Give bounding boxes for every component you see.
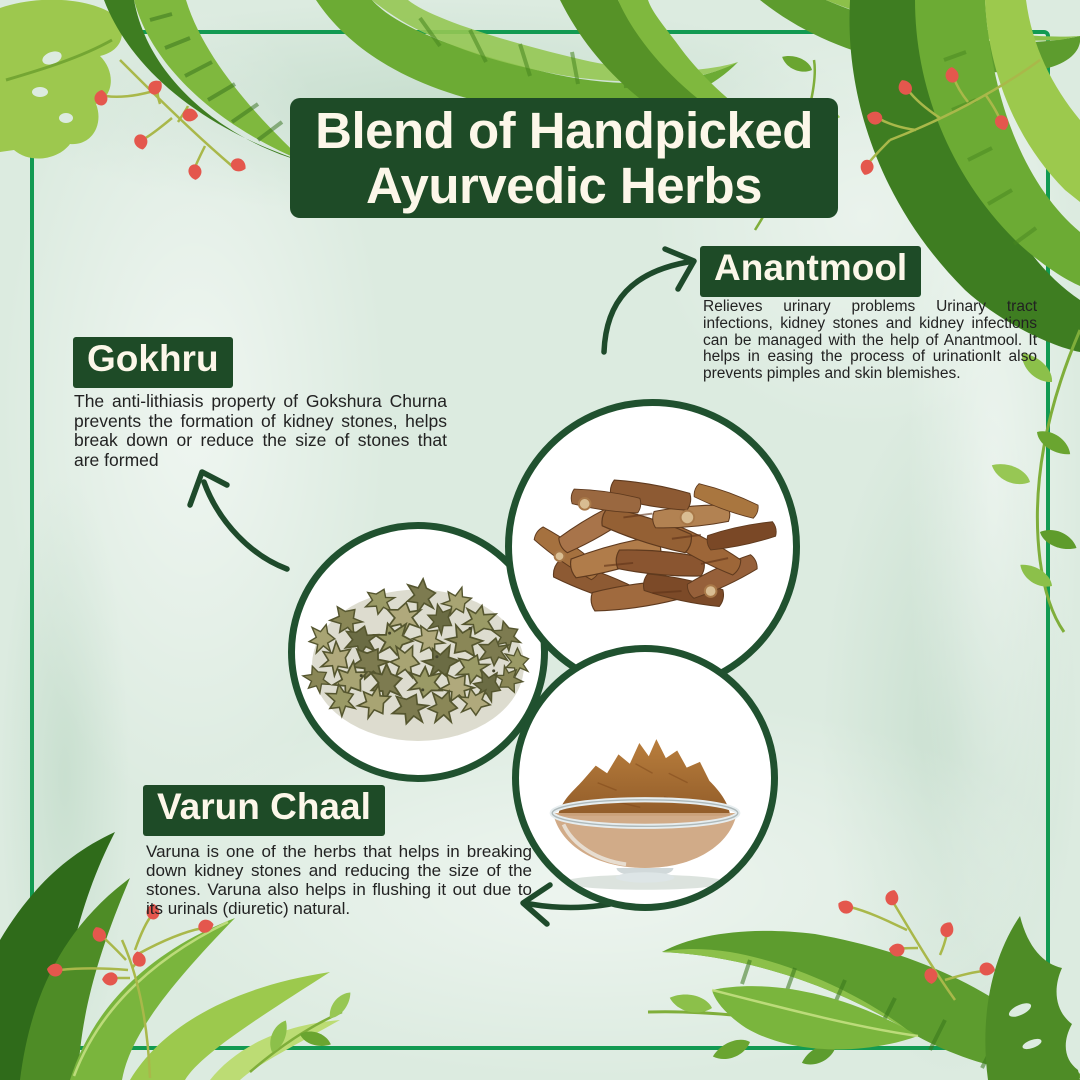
varun-chaal-image-circle	[512, 645, 778, 911]
title-banner	[290, 98, 838, 218]
anantmool-description: Relieves urinary problems Urinary tract infections, kidney stones and kidney infections can be managed with the help of Anantmool. It helps in easing the process of urinationIt also prevents pimples and skin blemishes.	[703, 298, 1037, 383]
gokhru-arrow	[204, 482, 287, 569]
anantmool-heading: Anantmool	[700, 246, 921, 297]
title-line-1: Blend of Handpicked	[315, 101, 813, 159]
gokhru-heading: Gokhru	[73, 337, 233, 388]
bowl-foot	[616, 872, 675, 882]
anantmool-arrow	[604, 262, 688, 352]
gokhru-description: The anti-lithiasis property of Gokshura Churna prevents the formation of kidney stones, helps break down or reduce the size of stones that are formed	[74, 391, 447, 470]
gokhru-dried-seed-pods-photo	[295, 529, 541, 775]
title-line-2: Ayurvedic Herbs	[366, 157, 762, 214]
varun-chaal-heading: Varun Chaal	[143, 785, 385, 836]
varun-chaal-powder-in-glass-bowl-photo	[519, 652, 771, 904]
varun-chaal-description: Varuna is one of the herbs that helps in breaking down kidney stones and reducing the size of the stones. Varuna also helps in flushing it out due to its urinals (diuretic) natural.	[146, 842, 532, 918]
